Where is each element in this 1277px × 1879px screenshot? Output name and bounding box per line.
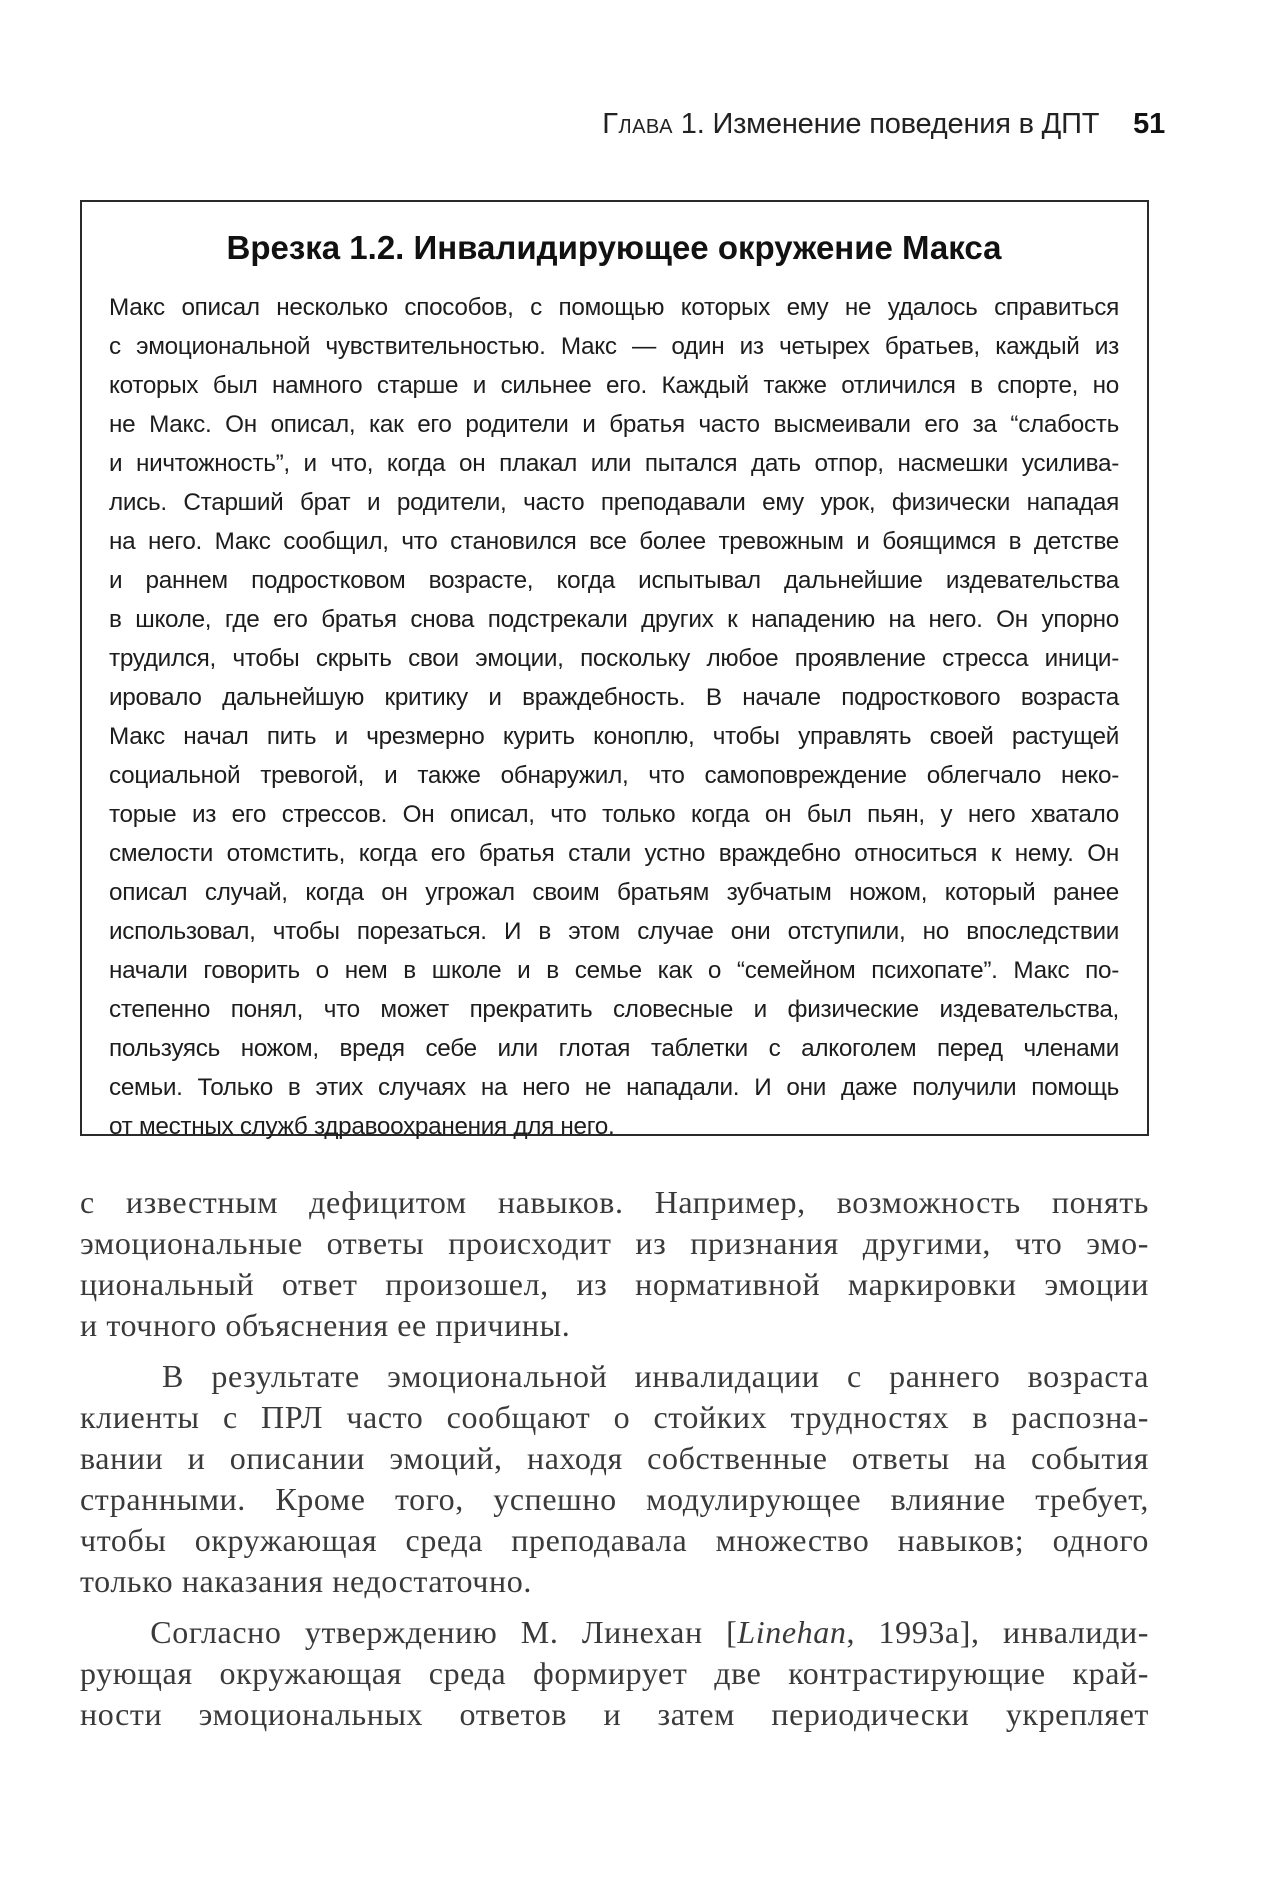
body-line: и точного объяснения ее причины. [80, 1307, 571, 1343]
body-text [80, 1182, 1149, 1735]
body-line: Согласно утверждению М. Линехан [Linehan, 1993a], инвалиди- [80, 1614, 1149, 1650]
body-line: рующая окружающая среда формирует две контрастирующие край- [80, 1655, 1149, 1691]
body-line: клиенты с ПРЛ часто сообщают о стойких трудностях в распозна- [80, 1399, 1149, 1435]
body-line: В результате эмоциональной инвалидации с раннего возраста [80, 1358, 1149, 1394]
body-line: только наказания недостаточно. [80, 1563, 532, 1599]
sidebar-line: и раннем подростковом возрасте, когда испытывал дальнейшие издевательства [109, 567, 1119, 594]
sidebar-line: трудился, чтобы скрыть свои эмоции, поскольку любое проявление стресса иници- [109, 645, 1119, 672]
sidebar-line: степенно понял, что может прекратить словесные и физические издевательства, [109, 996, 1119, 1023]
sidebar-line: на него. Макс сообщил, что становился все более тревожным и боящимся в детстве [109, 528, 1119, 555]
body-line: вании и описании эмоций, находя собственные ответы на события [80, 1440, 1149, 1476]
body-line: странными. Кроме того, успешно модулирующее влияние требует, [80, 1481, 1149, 1517]
sidebar-line: ировало дальнейшую критику и враждебность. В начале подросткового возраста [109, 684, 1119, 711]
body-paragraph [80, 1356, 1149, 1602]
sidebar-line: с эмоциональной чувствительностью. Макс — один из четырех братьев, каждый из [109, 333, 1119, 360]
body-paragraph [80, 1612, 1149, 1735]
sidebar-title: Врезка 1.2. Инвалидирующее окружение Макса [226, 229, 1002, 266]
sidebar-text [109, 288, 1119, 1146]
sidebar-line: Макс начал пить и чрезмерно курить коноплю, чтобы управлять своей растущей [109, 723, 1119, 750]
body-line: с известным дефицитом навыков. Например, возможность понять [80, 1184, 1149, 1220]
page-number: 51 [1133, 108, 1165, 140]
sidebar-line: описал случай, когда он угрожал своим братьям зубчатым ножом, который ранее [109, 879, 1119, 906]
sidebar-line: которых был намного старше и сильнее его. Каждый также отличился в спорте, но [109, 372, 1119, 399]
sidebar-line: смелости отомстить, когда его братья стали устно враждебно относиться к нему. Он [109, 840, 1119, 867]
sidebar-line: от местных служб здравоохранения для него. [109, 1113, 615, 1140]
sidebar-box [80, 200, 1149, 1140]
body-line: эмоциональные ответы происходит из признания другими, что эмо- [80, 1225, 1149, 1261]
body-line: циональный ответ произошел, из нормативной маркировки эмоции [80, 1266, 1149, 1302]
sidebar-line: социальной тревогой, и также обнаружил, что самоповреждение облегчало неко- [109, 762, 1119, 789]
sidebar-line: пользуясь ножом, вредя себе или глотая таблетки с алкоголем перед членами [109, 1035, 1119, 1062]
sidebar-line: Макс описал несколько способов, с помощью которых ему не удалось справиться [109, 294, 1119, 321]
sidebar-line: в школе, где его братья снова подстрекали других к нападению на него. Он упорно [109, 606, 1119, 633]
sidebar-line: лись. Старший брат и родители, часто преподавали ему урок, физически нападая [109, 489, 1119, 516]
chapter-word: Глава [602, 108, 673, 140]
body-line: чтобы окружающая среда преподавала множество навыков; одного [80, 1522, 1149, 1558]
sidebar-line: семьи. Только в этих случаях на него не нападали. И они даже получили помощь [109, 1074, 1119, 1101]
body-paragraph [80, 1182, 1149, 1346]
sidebar-line: и ничтожность”, и что, когда он плакал или пытался дать отпор, насмешки усилива- [109, 450, 1119, 477]
running-head [80, 108, 1165, 141]
body-line: ности эмоциональных ответов и затем периодически укрепляет [80, 1696, 1149, 1732]
chapter-title: 1. Изменение поведения в ДПТ [680, 108, 1100, 140]
sidebar-line: торые из его стрессов. Он описал, что только когда он был пьян, у него хватало [109, 801, 1119, 828]
sidebar-line: использовал, чтобы порезаться. И в этом случае они отступили, но впоследствии [109, 918, 1119, 945]
sidebar-line: начали говорить о нем в школе и в семье как о “семейном психопате”. Макс по- [109, 957, 1119, 984]
sidebar-line: не Макс. Он описал, как его родители и братья часто высмеивали его за “слабость [109, 411, 1119, 438]
